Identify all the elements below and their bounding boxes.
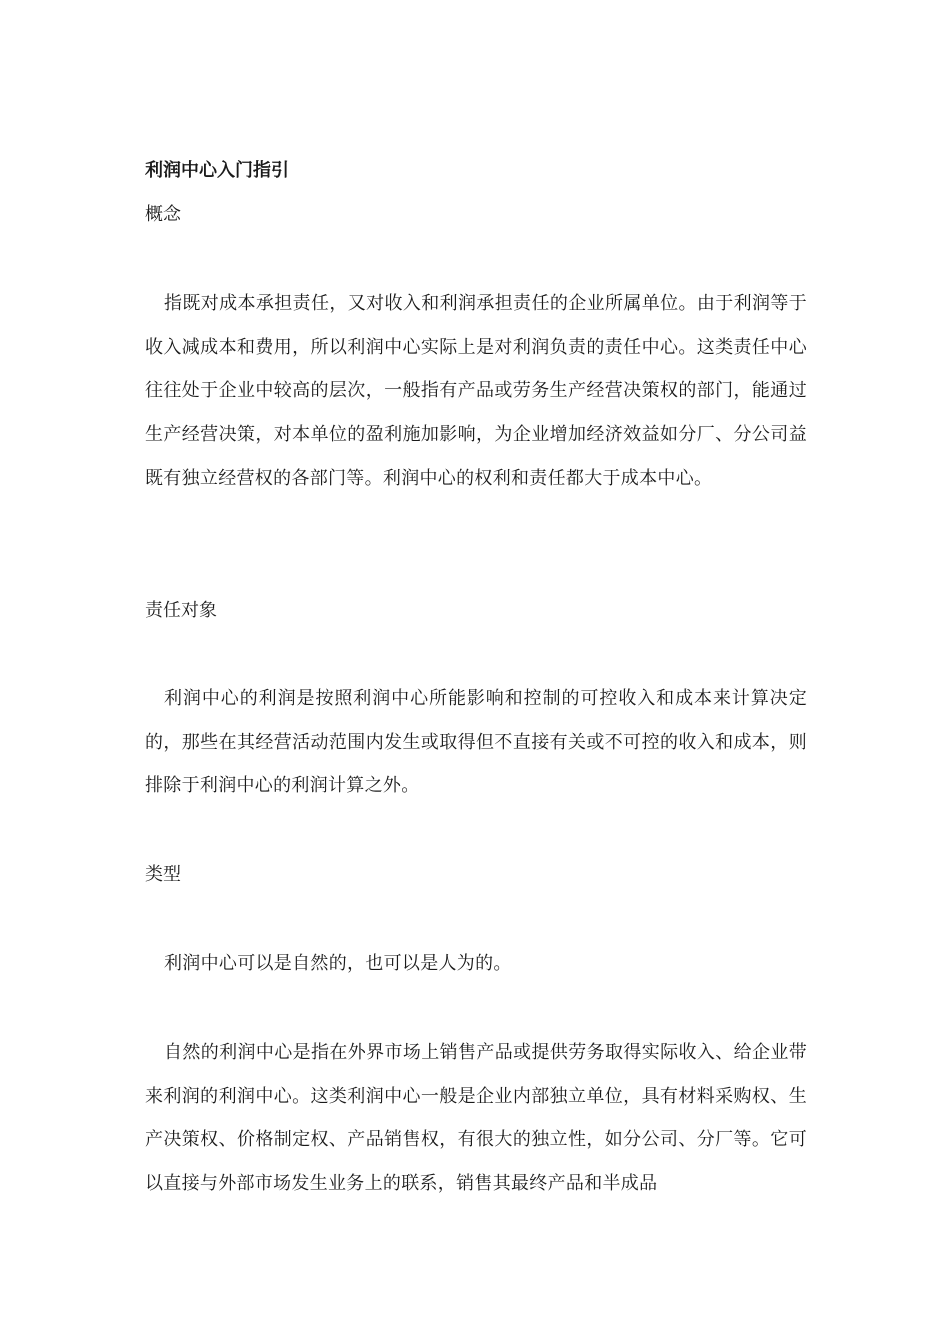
paragraph-responsibility-object: 利润中心的利润是按照利润中心所能影响和控制的可控收入和成本来计算决定的，那些在其经营活动范围内发生或取得但不直接有关或不可控的收入和成本，则排除于利润中心的利润计算之外。 (145, 688, 807, 797)
section-heading-concept: 概念 (145, 204, 181, 225)
document-title: 利润中心入门指引 (145, 160, 289, 181)
paragraph-types-intro: 利润中心可以是自然的，也可以是人为的。 (164, 953, 512, 974)
section-heading-responsibility-object: 责任对象 (145, 600, 217, 621)
paragraph-natural-profit-center: 自然的利润中心是指在外界市场上销售产品或提供劳务取得实际收入、给企业带来利润的利润中心。这类利润中心一般是企业内部独立单位，具有材料采购权、生产决策权、价格制定权、产品销售权，有很大的独立性，如分公司、分厂等。它可以直接与外部市场发生业务上的联系，销售其最终产品和半成品 (145, 1042, 807, 1195)
paragraph-concept: 指既对成本承担责任，又对收入和利润承担责任的企业所属单位。由于利润等于收入减成本和费用，所以利润中心实际上是对利润负责的责任中心。这类责任中心往往处于企业中较高的层次，一般指有产品或劳务生产经营决策权的部门，能通过生产经营决策，对本单位的盈利施加影响，为企业增加经济效益如分厂、分公司益既有独立经营权的各部门等。利润中心的权利和责任都大于成本中心。 (145, 293, 807, 489)
section-heading-types: 类型 (145, 864, 181, 885)
